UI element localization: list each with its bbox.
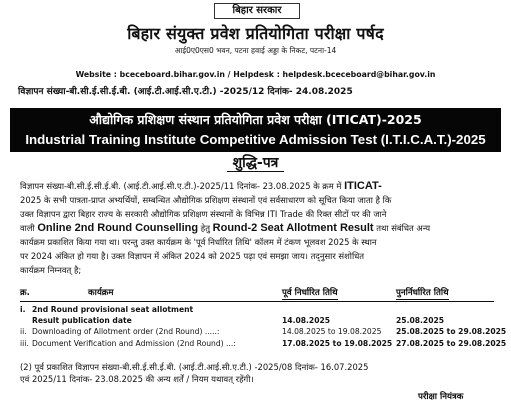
exam-banner [10,108,501,152]
body-line-3: उक्त विज्ञापन द्वारा बिहार राज्य के सरकारी औद्योगिक प्रशिक्षण संस्थानों के विभिन्न ITI Trade की रिक्त सीटों पर की जाने [20,209,387,219]
advertisement-date: 24.08.2025 [295,87,353,97]
banner-hindi-title: औद्योगिक प्रशिक्षण संस्थान प्रतियोगिता प्रवेश परीक्षा (ITICAT)-2025 [89,112,422,127]
header-serial: क्र. [20,288,30,298]
header-program: कार्यक्रम [88,288,114,298]
body-line-4a: वाली [20,223,35,233]
body-line-6: पर 2024 अंकित हो गया है। उक्त विज्ञापन में अंकित 2024 को 2025 पढ़ा एवं समझा जाय। तद्नुसार संशोधित [20,251,365,261]
banner-english-title: Industrial Training Institute Competitive Admission Test (I.T.I.C.A.T.)-2025 [25,132,486,147]
body-line-1: विज्ञापन संख्या-बी.सी.ई.सी.ई.बी. (आई.टी.आई.सी.ए.टी.)-2025/11 दिनांक- 23.08.2025 के क्रम में [20,181,342,191]
row-new-date: 25.08.2025 [396,316,445,326]
body-line-2: 2025 के सभी पात्रता-प्राप्त अभ्यर्थियों, सम्बन्धित औद्योगिक प्रशिक्षण संस्थानों एवं सर्वसाधारण को सूचित किया जाता है कि [20,195,392,205]
row-old-date: 17.08.2025 to 19.08.2025 [282,338,393,348]
note-block [20,361,494,385]
row-number: iii. [20,338,29,348]
body-line-4-bold: Online 2nd Round Counselling [37,222,199,234]
body-line-4b: हेतु [200,223,210,233]
government-label: बिहार सरकार [214,3,300,19]
header-new-date: पुनर्निर्धारित तिथि [396,288,449,300]
table-row [20,338,507,349]
row-number: ii. [20,327,27,337]
table-row [20,326,507,337]
table-row [20,315,494,326]
row-old-date: 14.08.2025 to 19.08.2025 [282,327,382,337]
board-address: आई0ए0एस0 भवन, पटना हवाई अड्डा के निकट, पटना-14 [174,46,337,55]
row-label: Document Verification and Admission (2nd Round) ...: [32,338,236,348]
board-title: बिहार संयुक्त प्रवेश प्रतियोगिता परीक्षा पर्षद [127,24,384,43]
note-line-1: (2) पूर्व प्रकाशित विज्ञापन संख्या-बी.सी.ई.सी.ई.बी. (आई.टी.आई.सी.ए.टी.) -2025/08 दिनांक- 16.07.2025 [20,362,369,372]
schedule-table-header [20,288,494,301]
row-label: Downloading of Allotment order (2nd Round) .....: [32,327,220,337]
corrigendum-title-text: शुद्धि-पत्र [227,155,285,172]
advertisement-number-line [18,84,498,97]
signature-title: परीक्षा नियंत्रक [418,392,464,402]
body-line-5: कार्यक्रम प्रकाशित किया गया था। परन्तु उक्त कार्यक्रम के 'पूर्व निर्धारित तिथि' कॉलम में टंकण भूलवश 2025 के स्थान [20,237,377,247]
advertisement-number: विज्ञापन संख्या-बी.सी.ई.सी.ई.बी. (आई.टी.आई.सी.ए.टी.) -2025/12 दिनांक- [18,87,293,97]
website-helpdesk-line[interactable]: Website : bceceboard.bihar.gov.in / Helpdesk : helpdesk.bceceboard@bihar.gov.in [75,70,436,79]
schedule-table [20,288,507,349]
row-new-date: 27.08.2025 to 29.08.2025 [396,338,507,348]
body-line-7: कार्यक्रम निम्नवत् है; [20,265,82,275]
row-label: Result publication date [32,316,132,326]
corrigendum-body [20,179,494,277]
row-number: i. [20,305,26,314]
row-label: 2nd Round provisional seat allotment [32,305,194,314]
note-line-2: एवं 2025/11 दिनांक- 23.08.2025 की अन्य शर्तें / नियम यथावत् रहेंगी। [20,374,254,384]
row-old-date: 14.08.2025 [282,316,331,326]
body-line-1-big: ITICAT- [344,180,382,192]
corrigendum-title [0,153,511,172]
body-line-4c: तथा संबंधित अन्य [376,223,431,233]
table-row [20,304,494,315]
header-rule [20,301,494,302]
row-new-date: 25.08.2025 to 29.08.2025 [396,327,507,337]
body-line-4-bold2: Round-2 Seat Allotment Result [212,222,374,234]
header-old-date: पूर्व निर्धारित तिथि [282,288,338,300]
